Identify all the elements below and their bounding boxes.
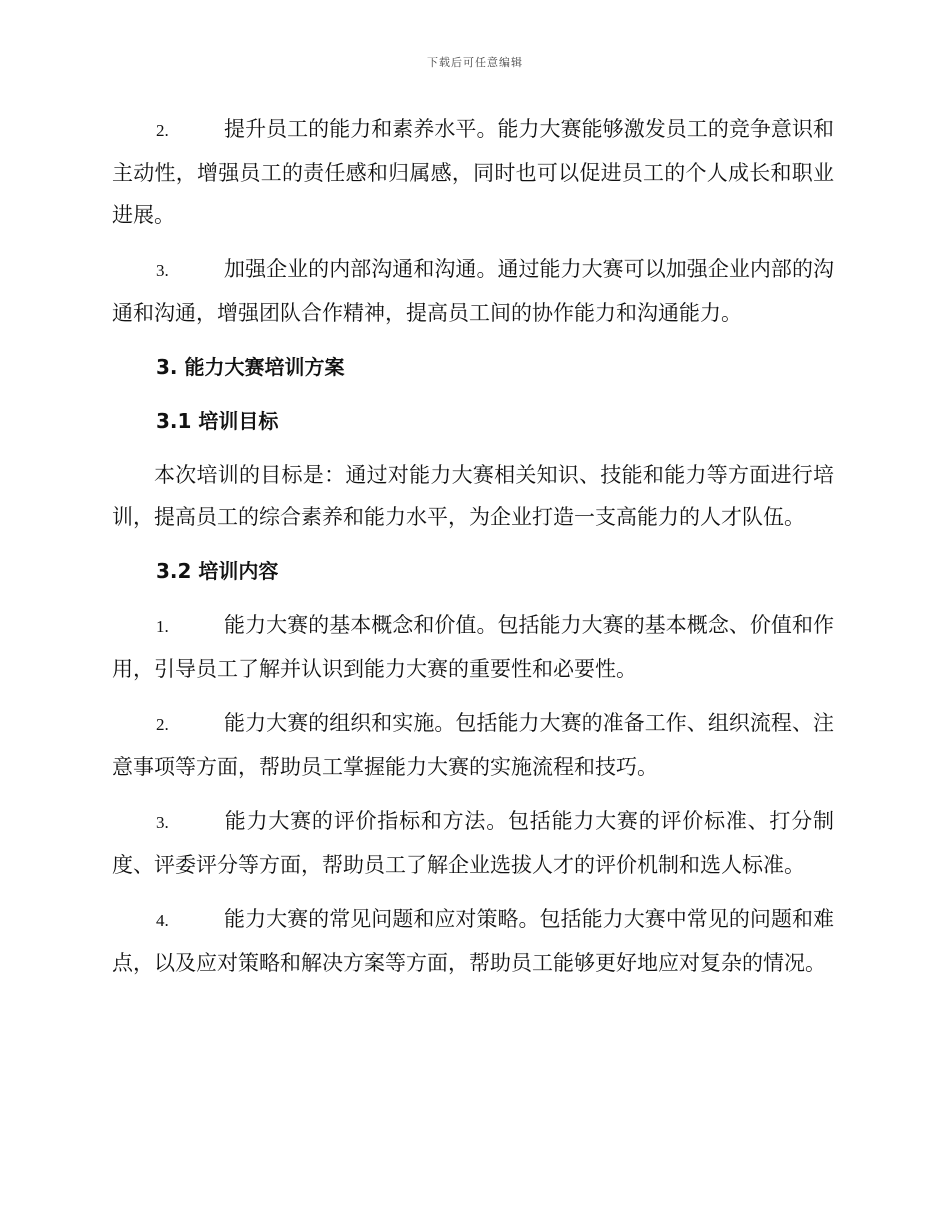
list-item — [112, 800, 834, 886]
list-number: 3. — [156, 261, 169, 280]
list-number: 2. — [156, 121, 169, 140]
list-item — [112, 248, 834, 334]
section-heading: 3. 能力大赛培训方案 — [156, 355, 345, 379]
list-number: 2. — [156, 715, 169, 734]
subsection-heading: 3.2 培训内容 — [156, 559, 279, 583]
list-item — [112, 898, 834, 984]
list-text: 加强企业的内部沟通和沟通。通过能力大赛可以加强企业内部的沟通和沟通，增强团队合作精神，提高员工间的协作能力和沟通能力。 — [112, 257, 834, 325]
list-item — [112, 702, 834, 788]
list-text: 能力大赛的评价指标和方法。包括能力大赛的评价标准、打分制度、评委评分等方面，帮助员工了解企业选拔人才的评价机制和选人标准。 — [112, 809, 834, 877]
subsection-heading: 3.1 培训目标 — [156, 409, 279, 433]
list-text: 能力大赛的常见问题和应对策略。包括能力大赛中常见的问题和难点，以及应对策略和解决方案等方面，帮助员工能够更好地应对复杂的情况。 — [112, 907, 834, 975]
list-text: 能力大赛的基本概念和价值。包括能力大赛的基本概念、价值和作用，引导员工了解并认识到能力大赛的重要性和必要性。 — [112, 613, 834, 681]
paragraph: 本次培训的目标是：通过对能力大赛相关知识、技能和能力等方面进行培训，提高员工的综合素养和能力水平，为企业打造一支高能力的人才队伍。 — [112, 463, 834, 529]
document-body — [112, 108, 834, 996]
list-number: 3. — [156, 813, 169, 832]
list-item — [112, 108, 834, 236]
list-text: 能力大赛的组织和实施。包括能力大赛的准备工作、组织流程、注意事项等方面，帮助员工掌握能力大赛的实施流程和技巧。 — [112, 711, 834, 779]
list-number: 1. — [156, 617, 169, 636]
list-item — [112, 604, 834, 690]
header-note: 下载后可任意编辑 — [427, 56, 523, 69]
list-number: 4. — [156, 911, 169, 930]
list-text: 提升员工的能力和素养水平。能力大赛能够激发员工的竞争意识和主动性，增强员工的责任感和归属感，同时也可以促进员工的个人成长和职业进展。 — [112, 117, 834, 227]
